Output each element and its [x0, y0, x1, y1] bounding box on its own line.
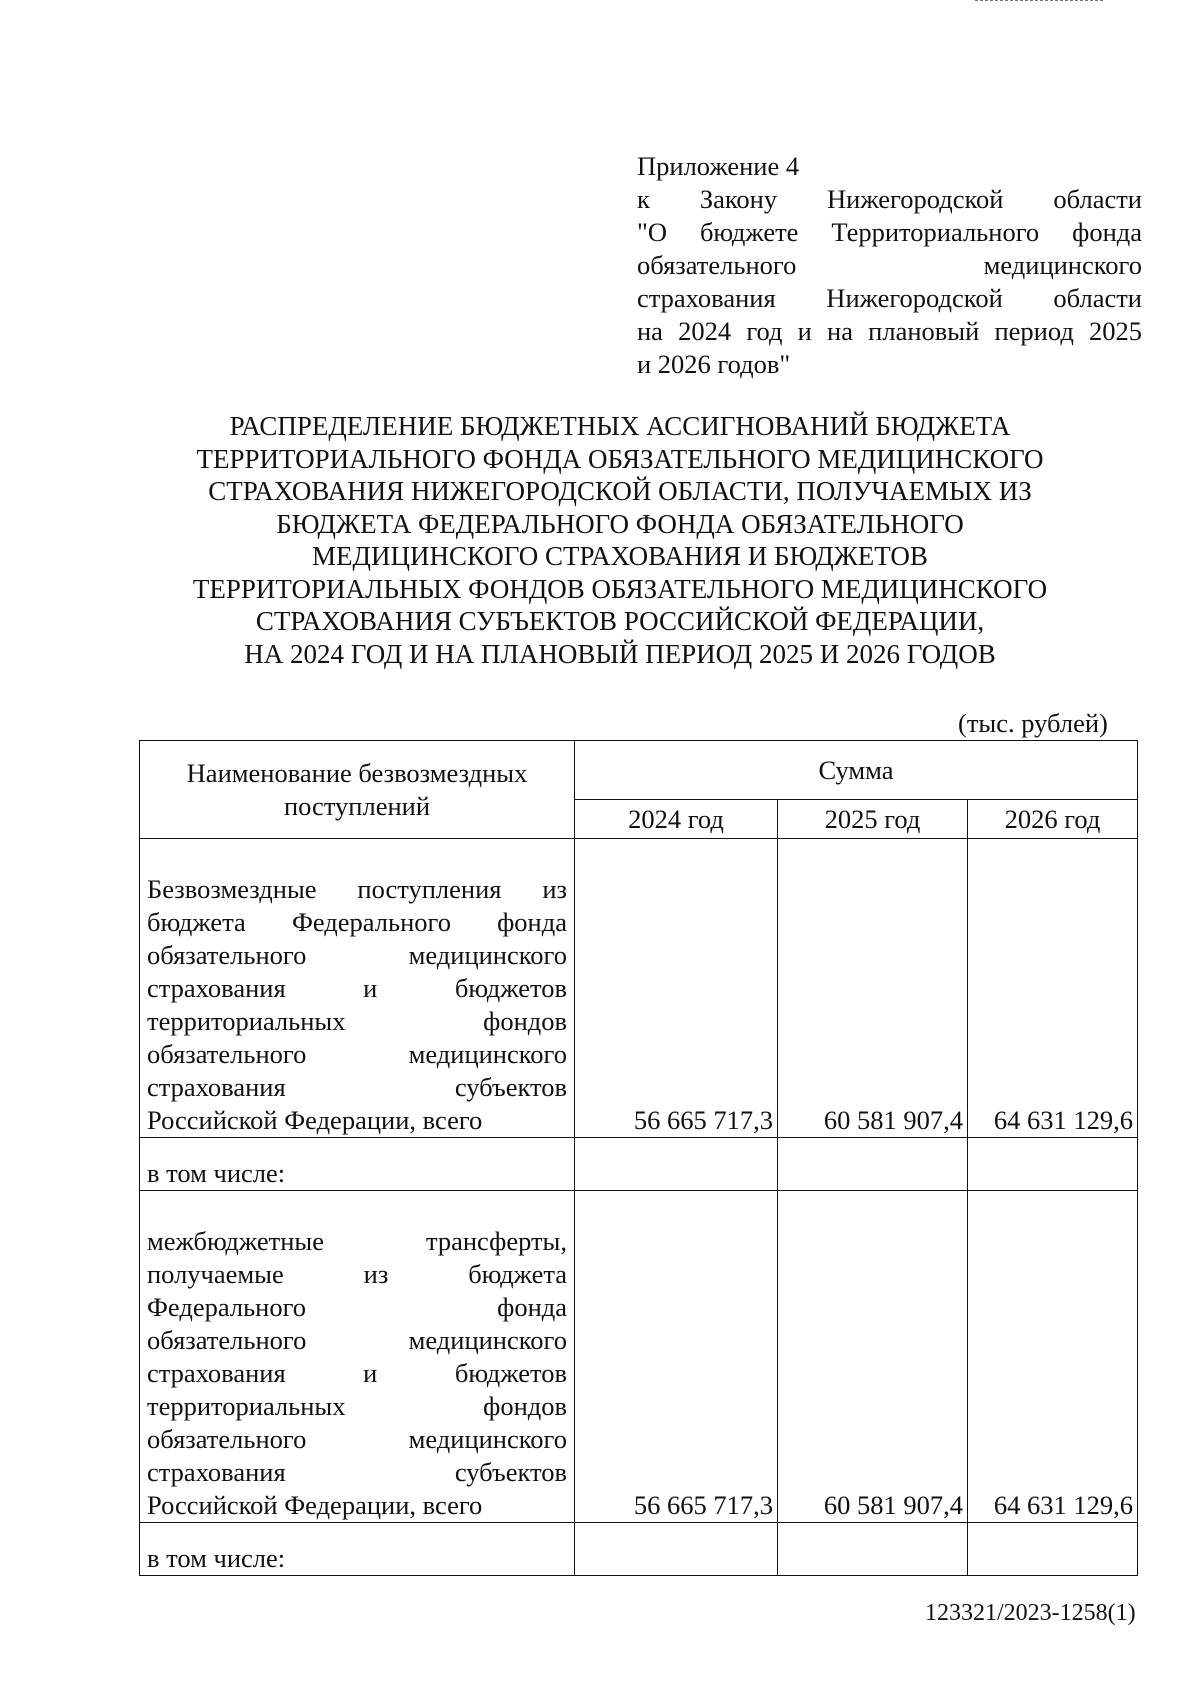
value-2025 [778, 1523, 968, 1576]
header-sum-cell: Сумма [575, 741, 1138, 800]
appendix-line: к Закону Нижегородской области [637, 184, 1142, 214]
row-name-line: территориальных фондов [147, 1391, 567, 1421]
title-line: СТРАХОВАНИЯ СУБЪЕКТОВ РОССИЙСКОЙ ФЕДЕРАЦИИ, [255, 606, 985, 636]
row-name-line: Безвозмездные поступления из [147, 874, 567, 904]
title-line: НА 2024 ГОД И НА ПЛАНОВЫЙ ПЕРИОД 2025 И 2026 ГОДОВ [244, 638, 996, 669]
row-name-line: страхования субъектов [147, 1072, 567, 1102]
budget-table [139, 740, 1138, 1576]
row-name-line: бюджета Федерального фонда [147, 907, 567, 937]
appendix-reference [637, 150, 1142, 381]
document-title [180, 410, 1060, 670]
value-2026: 64 631 129,6 [968, 839, 1138, 1138]
header-name-cell: Наименование безвозмездных поступлений [140, 741, 575, 839]
row-name-line: в том числе: [147, 1158, 286, 1188]
header-year-2026: 2026 год [968, 800, 1138, 839]
table-row [140, 1191, 1138, 1523]
table-row [140, 839, 1138, 1138]
value-2025: 60 581 907,4 [778, 839, 968, 1138]
row-name-line: Федерального фонда [147, 1292, 567, 1322]
row-name-line: получаемые из бюджета [147, 1259, 567, 1289]
value-2024: 56 665 717,3 [575, 1191, 778, 1523]
header-year-2024: 2024 год [575, 800, 778, 839]
title-line: СТРАХОВАНИЯ НИЖЕГОРОДСКОЙ ОБЛАСТИ, ПОЛУЧАЕМЫХ ИЗ [208, 476, 1032, 506]
row-name-line: Российской Федерации, всего [147, 1105, 483, 1135]
row-name-line: территориальных фондов [147, 1006, 567, 1036]
title-line: ТЕРРИТОРИАЛЬНОГО ФОНДА ОБЯЗАТЕЛЬНОГО МЕДИЦИНСКОГО [196, 443, 1044, 474]
title-line: МЕДИЦИНСКОГО СТРАХОВАНИЯ И БЮДЖЕТОВ [312, 541, 928, 571]
value-2025: 60 581 907,4 [778, 1191, 968, 1523]
document-number: 123321/2023-1258(1) [925, 1600, 1136, 1626]
row-name-line: обязательного медицинского [147, 1424, 567, 1454]
title-line: РАСПРЕДЕЛЕНИЕ БЮДЖЕТНЫХ АССИГНОВАНИЙ БЮДЖЕТА [229, 411, 1011, 441]
page-edge-line [975, 0, 1103, 1]
row-name-line: межбюджетные трансферты, [147, 1226, 567, 1256]
row-name-line: обязательного медицинского [147, 1325, 567, 1355]
value-2026: 64 631 129,6 [968, 1191, 1138, 1523]
title-line: ТЕРРИТОРИАЛЬНЫХ ФОНДОВ ОБЯЗАТЕЛЬНОГО МЕДИЦИНСКОГО [192, 573, 1048, 604]
row-name-line: страхования и бюджетов [147, 1358, 567, 1388]
row-name-cell [140, 1523, 575, 1576]
row-name-cell [140, 839, 575, 1138]
appendix-line: и 2026 годов" [637, 349, 791, 379]
value-2026 [968, 1138, 1138, 1191]
row-name-cell [140, 1138, 575, 1191]
row-name-line: обязательного медицинского [147, 940, 567, 970]
value-2024 [575, 1138, 778, 1191]
header-year-2025: 2025 год [778, 800, 968, 839]
appendix-line: обязательного медицинского [637, 250, 1142, 280]
appendix-line: на 2024 год и на плановый период 2025 [637, 316, 1142, 346]
row-name-cell [140, 1191, 575, 1523]
table-row [140, 1523, 1138, 1576]
row-name-line: Российской Федерации, всего [147, 1490, 483, 1520]
appendix-line: Приложение 4 [637, 151, 800, 181]
title-line: БЮДЖЕТА ФЕДЕРАЛЬНОГО ФОНДА ОБЯЗАТЕЛЬНОГО [276, 508, 964, 539]
appendix-line: "О бюджете Территориального фонда [637, 217, 1142, 247]
table-header-row [140, 741, 1138, 800]
value-2025 [778, 1138, 968, 1191]
value-2024 [575, 1523, 778, 1576]
value-2024: 56 665 717,3 [575, 839, 778, 1138]
row-name-line: в том числе: [147, 1543, 286, 1573]
value-2026 [968, 1523, 1138, 1576]
appendix-line: страхования Нижегородской области [637, 283, 1142, 313]
table-row [140, 1138, 1138, 1191]
row-name-line: страхования субъектов [147, 1457, 567, 1487]
units-label: (тыс. рублей) [958, 708, 1108, 738]
row-name-line: обязательного медицинского [147, 1039, 567, 1069]
row-name-line: страхования и бюджетов [147, 973, 567, 1003]
